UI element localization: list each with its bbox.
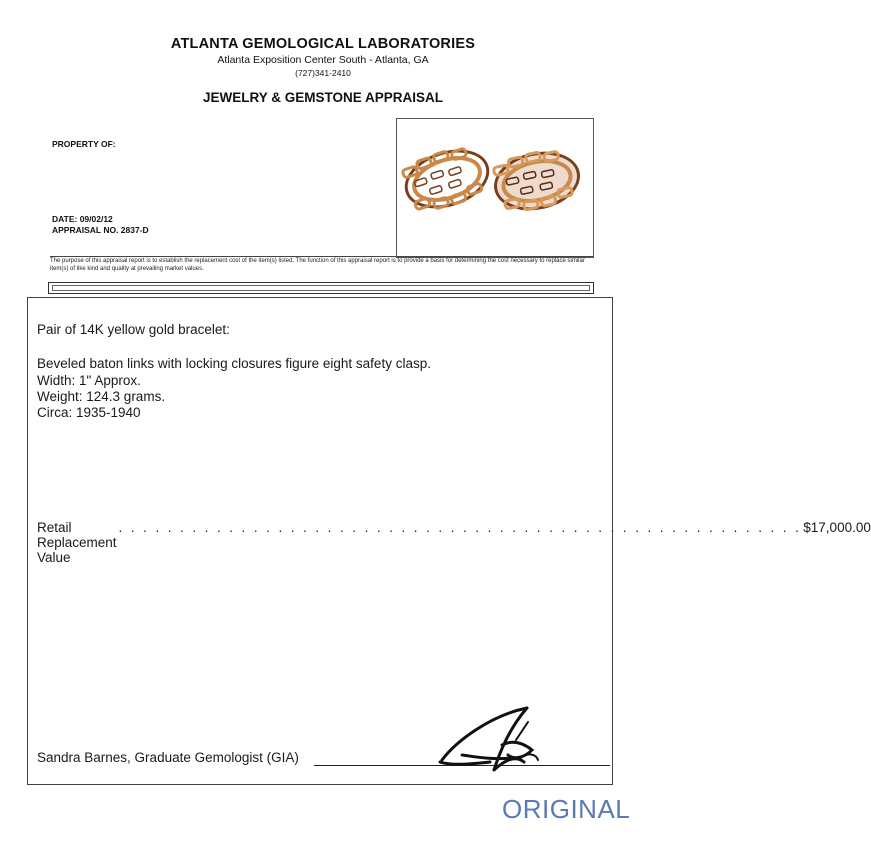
item-weight-line: Weight: 124.3 grams.	[37, 389, 166, 404]
company-name: ATLANTA GEMOLOGICAL LABORATORIES	[170, 36, 476, 52]
decorative-strip-inner	[52, 285, 590, 291]
item-title: Pair of 14K yellow gold bracelet:	[37, 322, 230, 337]
retail-value-row	[37, 520, 871, 565]
right-bracelet	[490, 145, 584, 216]
item-width-line: Width: 1" Approx.	[37, 373, 141, 388]
decorative-strip	[48, 282, 594, 294]
item-circa-line: Circa: 1935-1940	[37, 405, 141, 420]
purpose-statement: The purpose of this appraisal report is to establish the replacement cost of the item(s) listed. The function of this appraisal report is to provide a basis for determining the cost necessary to replace similar item(s) of like kind and quality at prevailing market values.	[50, 258, 585, 272]
retail-value-label: Retail Replacement Value	[37, 520, 117, 565]
item-photo-frame	[396, 118, 594, 258]
appraisal-number: APPRAISAL NO. 2837-D	[52, 225, 149, 235]
company-phone: (727)341-2410	[295, 68, 351, 78]
retail-value-amount: $17,000.00	[803, 520, 871, 535]
original-stamp: ORIGINAL	[502, 794, 631, 824]
header-divider	[50, 256, 594, 257]
document-title: JEWELRY & GEMSTONE APPRAISAL	[202, 90, 444, 105]
left-bracelet	[399, 140, 495, 216]
appraiser-name: Sandra Barnes, Graduate Gemologist (GIA)	[37, 750, 299, 765]
property-of-label: PROPERTY OF:	[52, 139, 116, 149]
bracelet-photo	[397, 119, 593, 257]
leader-dots: . . . . . . . . . . . . . . . . . . . . . . . . . . . . . . . . . . . . . . . . . . . . . . . . . . . . . . . .	[118, 520, 802, 535]
date-line: DATE: 09/02/12	[52, 214, 113, 224]
company-address: Atlanta Exposition Center South - Atlanta, GA	[217, 54, 429, 66]
item-description-line: Beveled baton links with locking closures figure eight safety clasp.	[37, 356, 431, 371]
handwritten-signature	[432, 700, 547, 780]
